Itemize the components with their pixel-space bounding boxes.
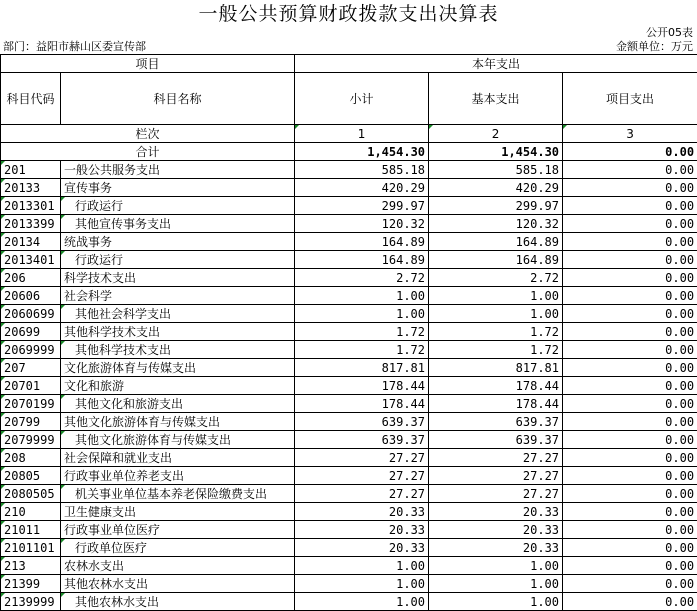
row-project: 0.00	[563, 395, 697, 413]
row-project: 0.00	[563, 215, 697, 233]
row-basic: 1.72	[429, 341, 563, 359]
row-project: 0.00	[563, 521, 697, 539]
row-project: 0.00	[563, 503, 697, 521]
table-row	[1, 503, 697, 521]
row-subtotal: 2.72	[295, 269, 429, 287]
department-label: 部门：益阳市赫山区委宣传部	[3, 40, 146, 54]
row-subtotal: 585.18	[295, 161, 429, 179]
row-project: 0.00	[563, 431, 697, 449]
row-project: 0.00	[563, 251, 697, 269]
row-project: 0.00	[563, 305, 697, 323]
table-row	[1, 449, 697, 467]
row-subtotal: 1.00	[295, 305, 429, 323]
row-code: 20133	[1, 179, 61, 197]
row-basic: 1.00	[429, 557, 563, 575]
row-code: 206	[1, 269, 61, 287]
row-name: 科学技术支出	[61, 269, 295, 287]
row-code: 207	[1, 359, 61, 377]
row-name: 其他社会科学支出	[61, 305, 295, 323]
total-label: 合计	[1, 143, 295, 161]
table-row	[1, 269, 697, 287]
row-basic: 639.37	[429, 413, 563, 431]
row-basic: 1.00	[429, 575, 563, 593]
row-name: 文化旅游体育与传媒支出	[61, 359, 295, 377]
row-code: 21011	[1, 521, 61, 539]
row-basic: 299.97	[429, 197, 563, 215]
row-basic: 27.27	[429, 449, 563, 467]
row-name: 机关事业单位基本养老保险缴费支出	[61, 485, 295, 503]
row-subtotal: 27.27	[295, 449, 429, 467]
row-code: 210	[1, 503, 61, 521]
row-code: 2101101	[1, 539, 61, 557]
header-basic: 基本支出	[429, 73, 563, 125]
row-name: 其他科学技术支出	[61, 341, 295, 359]
row-basic: 20.33	[429, 521, 563, 539]
total-row	[1, 143, 697, 161]
row-code: 201	[1, 161, 61, 179]
row-project: 0.00	[563, 377, 697, 395]
row-basic: 420.29	[429, 179, 563, 197]
row-project: 0.00	[563, 593, 697, 611]
row-basic: 817.81	[429, 359, 563, 377]
row-subtotal: 1.72	[295, 323, 429, 341]
row-basic: 164.89	[429, 251, 563, 269]
row-subtotal: 20.33	[295, 521, 429, 539]
table-row	[1, 431, 697, 449]
row-basic: 639.37	[429, 431, 563, 449]
table-row	[1, 413, 697, 431]
row-name: 社会保障和就业支出	[61, 449, 295, 467]
column-index-1: 1	[295, 125, 429, 143]
form-number: 公开05表	[646, 26, 693, 39]
table-row	[1, 395, 697, 413]
table-row	[1, 341, 697, 359]
table-row	[1, 179, 697, 197]
table-row	[1, 215, 697, 233]
row-project: 0.00	[563, 359, 697, 377]
row-basic: 178.44	[429, 395, 563, 413]
total-subtotal: 1,454.30	[295, 143, 429, 161]
table-row	[1, 377, 697, 395]
row-subtotal: 420.29	[295, 179, 429, 197]
row-name: 卫生健康支出	[61, 503, 295, 521]
row-subtotal: 20.33	[295, 539, 429, 557]
row-name: 统战事务	[61, 233, 295, 251]
row-name: 文化和旅游	[61, 377, 295, 395]
header-code: 科目代码	[1, 73, 61, 125]
row-subtotal: 1.72	[295, 341, 429, 359]
column-index-row	[1, 125, 697, 143]
row-code: 2079999	[1, 431, 61, 449]
header-row-group	[1, 55, 697, 73]
row-basic: 27.27	[429, 467, 563, 485]
row-project: 0.00	[563, 323, 697, 341]
row-code: 2060699	[1, 305, 61, 323]
row-project: 0.00	[563, 287, 697, 305]
expenditure-table	[0, 54, 697, 611]
row-name: 社会科学	[61, 287, 295, 305]
row-subtotal: 27.27	[295, 485, 429, 503]
row-project: 0.00	[563, 269, 697, 287]
row-project: 0.00	[563, 233, 697, 251]
row-project: 0.00	[563, 557, 697, 575]
row-project: 0.00	[563, 575, 697, 593]
row-name: 其他科学技术支出	[61, 323, 295, 341]
row-code: 2013399	[1, 215, 61, 233]
row-code: 2080505	[1, 485, 61, 503]
total-project: 0.00	[563, 143, 697, 161]
header-spend-group: 本年支出	[295, 55, 697, 73]
row-subtotal: 20.33	[295, 503, 429, 521]
table-row	[1, 557, 697, 575]
table-row	[1, 305, 697, 323]
row-subtotal: 639.37	[295, 431, 429, 449]
row-name: 行政运行	[61, 251, 295, 269]
row-subtotal: 178.44	[295, 395, 429, 413]
table-row	[1, 467, 697, 485]
row-subtotal: 120.32	[295, 215, 429, 233]
row-code: 208	[1, 449, 61, 467]
table-row	[1, 323, 697, 341]
row-name: 行政事业单位养老支出	[61, 467, 295, 485]
row-name: 其他文化旅游体育与传媒支出	[61, 431, 295, 449]
table-row	[1, 575, 697, 593]
table-row	[1, 539, 697, 557]
row-basic: 20.33	[429, 503, 563, 521]
row-project: 0.00	[563, 341, 697, 359]
table-row	[1, 233, 697, 251]
row-subtotal: 164.89	[295, 233, 429, 251]
row-subtotal: 1.00	[295, 557, 429, 575]
row-name: 行政单位医疗	[61, 539, 295, 557]
row-code: 20606	[1, 287, 61, 305]
row-basic: 20.33	[429, 539, 563, 557]
row-name: 一般公共服务支出	[61, 161, 295, 179]
row-basic: 178.44	[429, 377, 563, 395]
row-subtotal: 178.44	[295, 377, 429, 395]
header-subtotal: 小计	[295, 73, 429, 125]
row-name: 其他农林水支出	[61, 575, 295, 593]
row-code: 21399	[1, 575, 61, 593]
row-project: 0.00	[563, 539, 697, 557]
row-project: 0.00	[563, 449, 697, 467]
row-name: 农林水支出	[61, 557, 295, 575]
row-code: 20805	[1, 467, 61, 485]
row-subtotal: 164.89	[295, 251, 429, 269]
header-project: 项目支出	[563, 73, 697, 125]
row-subtotal: 1.00	[295, 575, 429, 593]
column-index-label: 栏次	[1, 125, 295, 143]
row-basic: 1.72	[429, 323, 563, 341]
row-basic: 1.00	[429, 287, 563, 305]
row-subtotal: 639.37	[295, 413, 429, 431]
amount-unit-label: 金额单位：万元	[616, 40, 693, 54]
table-row	[1, 521, 697, 539]
row-project: 0.00	[563, 197, 697, 215]
row-subtotal: 1.00	[295, 593, 429, 611]
row-project: 0.00	[563, 179, 697, 197]
row-code: 2070199	[1, 395, 61, 413]
row-code: 213	[1, 557, 61, 575]
row-project: 0.00	[563, 161, 697, 179]
row-basic: 27.27	[429, 485, 563, 503]
table-row	[1, 197, 697, 215]
row-basic: 1.00	[429, 305, 563, 323]
row-code: 2013301	[1, 197, 61, 215]
row-code: 20701	[1, 377, 61, 395]
row-project: 0.00	[563, 467, 697, 485]
row-subtotal: 27.27	[295, 467, 429, 485]
total-basic: 1,454.30	[429, 143, 563, 161]
row-subtotal: 817.81	[295, 359, 429, 377]
header-name: 科目名称	[61, 73, 295, 125]
row-name: 其他农林水支出	[61, 593, 295, 611]
column-index-2: 2	[429, 125, 563, 143]
row-name: 行政运行	[61, 197, 295, 215]
row-name: 其他宣传事务支出	[61, 215, 295, 233]
table-row	[1, 359, 697, 377]
row-name: 其他文化和旅游支出	[61, 395, 295, 413]
row-basic: 1.00	[429, 593, 563, 611]
row-code: 2139999	[1, 593, 61, 611]
row-basic: 585.18	[429, 161, 563, 179]
row-project: 0.00	[563, 485, 697, 503]
header-item-group: 项目	[1, 55, 295, 73]
row-basic: 120.32	[429, 215, 563, 233]
header-row-columns	[1, 73, 697, 125]
row-code: 20799	[1, 413, 61, 431]
row-basic: 164.89	[429, 233, 563, 251]
row-code: 2069999	[1, 341, 61, 359]
row-basic: 2.72	[429, 269, 563, 287]
row-subtotal: 299.97	[295, 197, 429, 215]
row-code: 20134	[1, 233, 61, 251]
column-index-3: 3	[563, 125, 697, 143]
table-row	[1, 287, 697, 305]
row-name: 行政事业单位医疗	[61, 521, 295, 539]
table-row	[1, 485, 697, 503]
table-row	[1, 251, 697, 269]
table-row	[1, 161, 697, 179]
row-subtotal: 1.00	[295, 287, 429, 305]
row-code: 20699	[1, 323, 61, 341]
row-code: 2013401	[1, 251, 61, 269]
report-title: 一般公共预算财政拨款支出决算表	[0, 2, 697, 26]
row-name: 宣传事务	[61, 179, 295, 197]
row-name: 其他文化旅游体育与传媒支出	[61, 413, 295, 431]
row-project: 0.00	[563, 413, 697, 431]
